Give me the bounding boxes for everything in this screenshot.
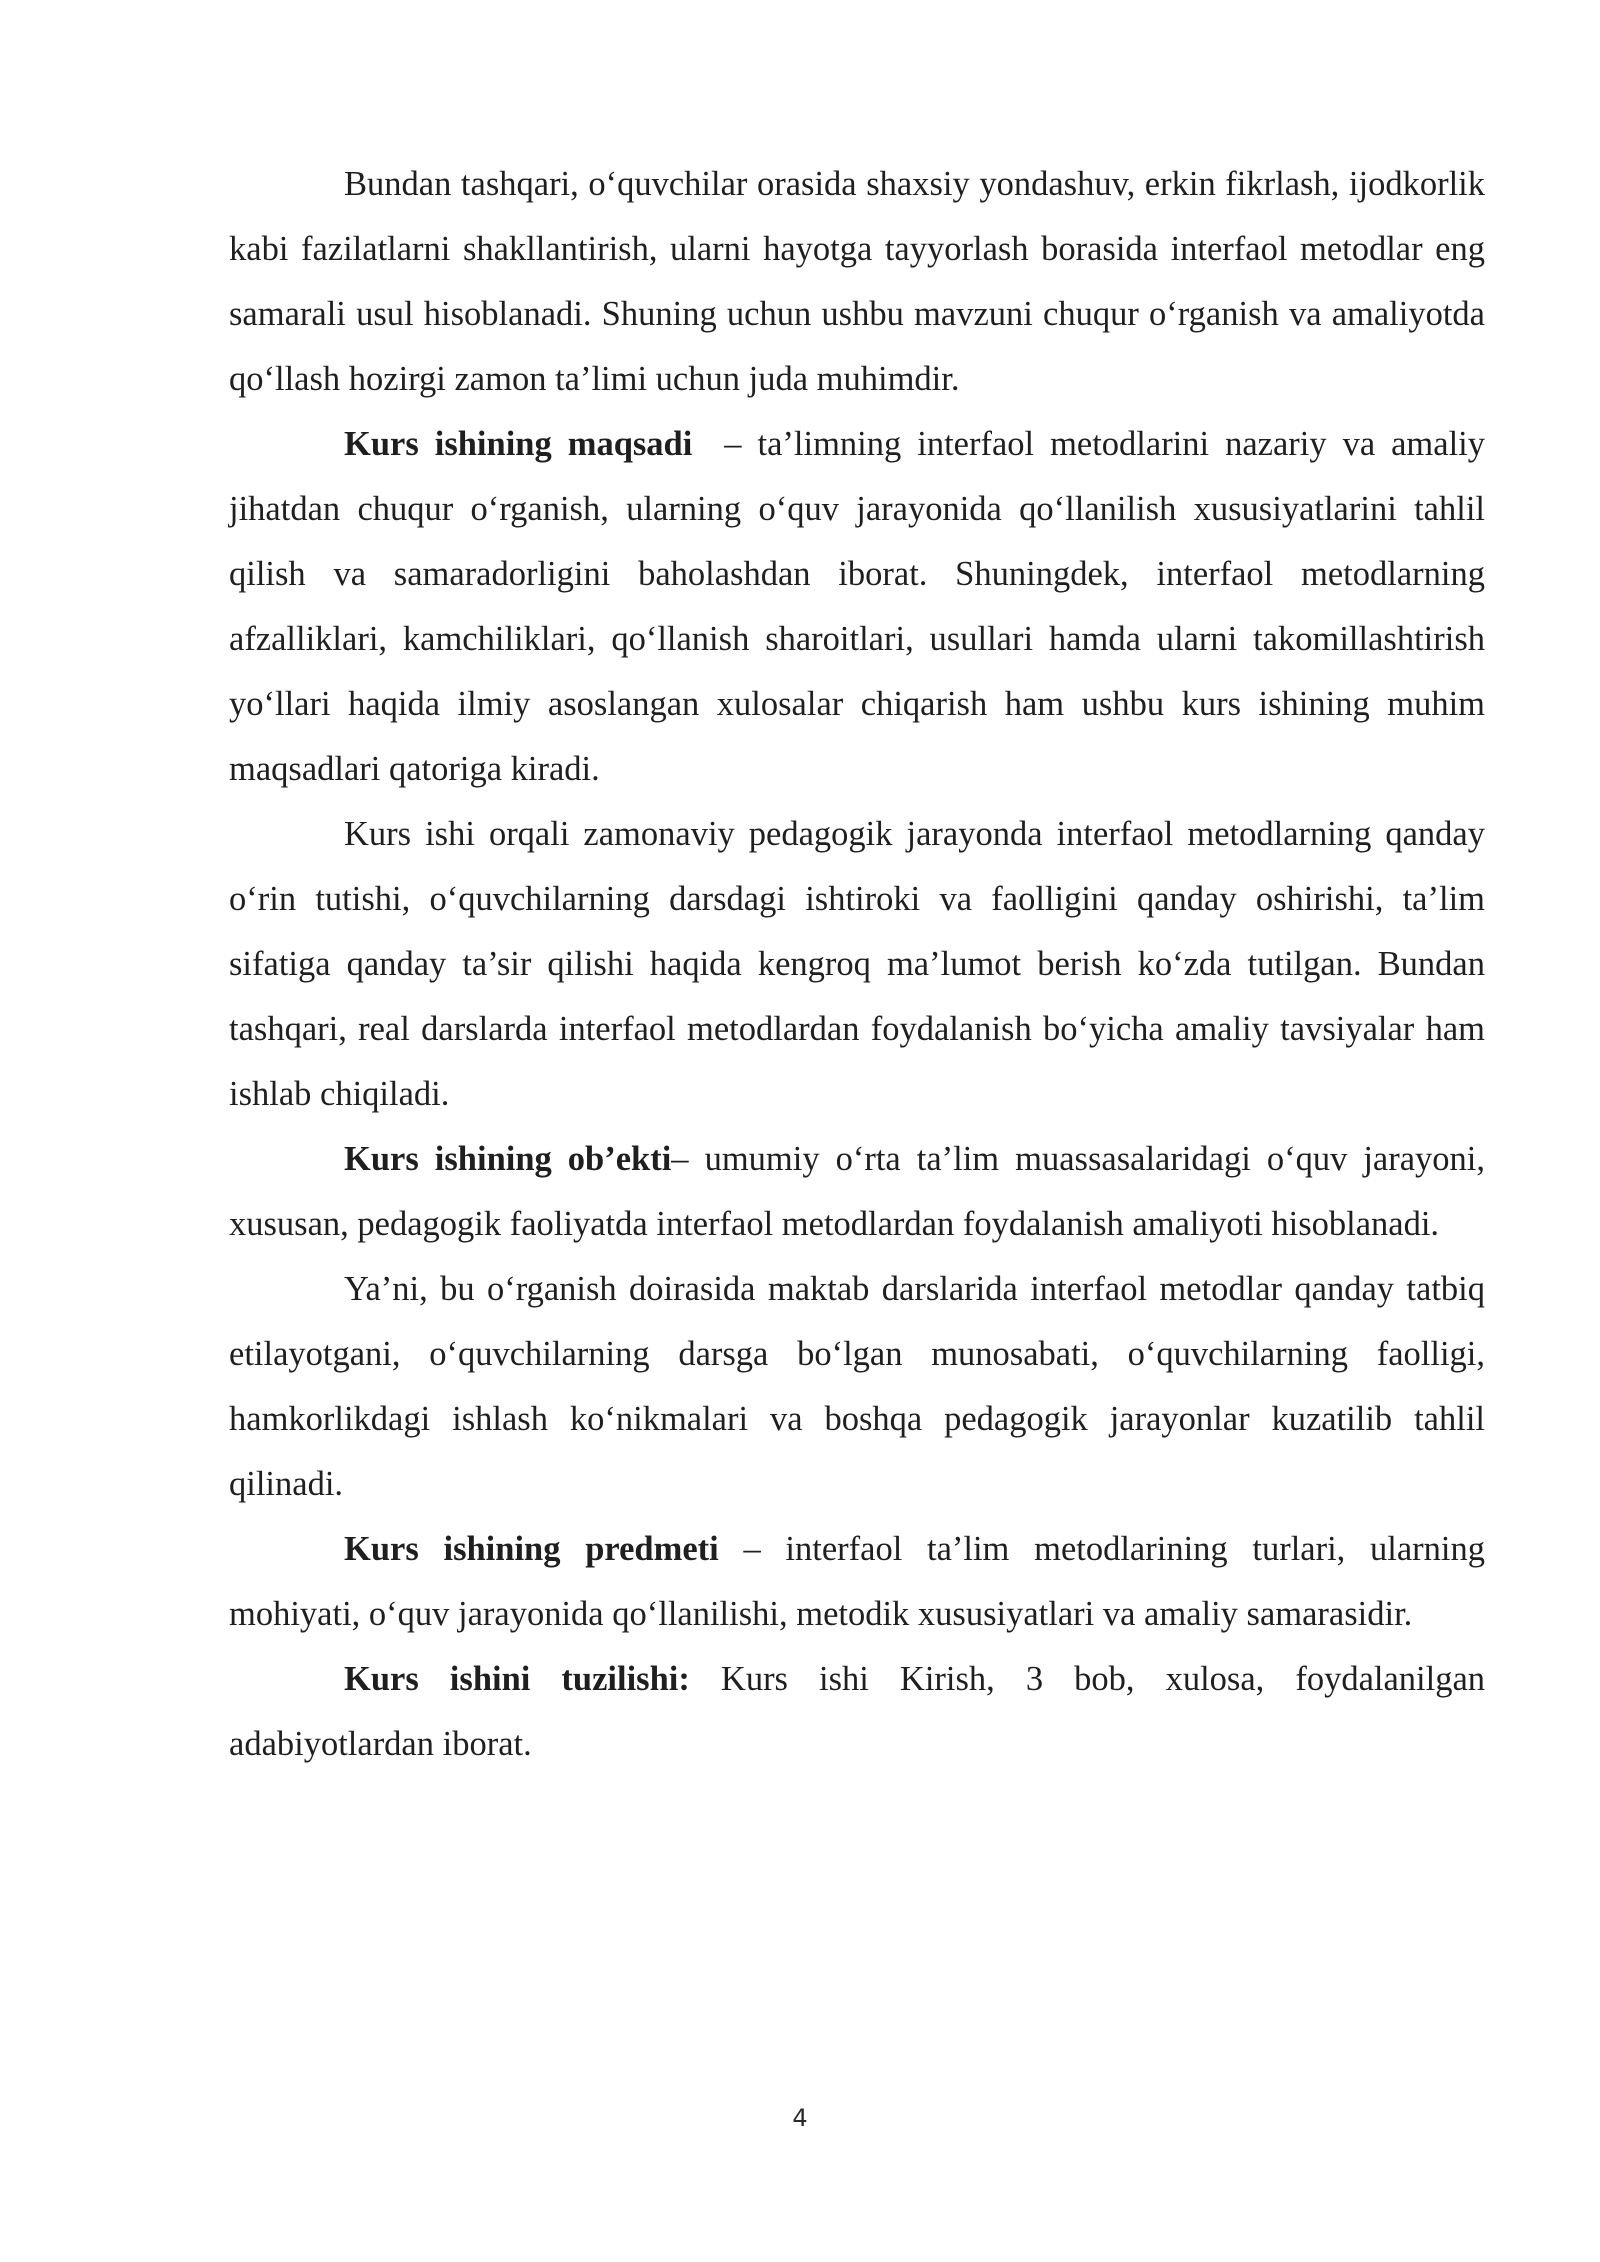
- paragraph-course-subject: [229, 1517, 1485, 1647]
- paragraph-text: – ta’limning interfaol metodlarini nazariy va amaliy jihatdan chuqur o‘rganish, ularning o‘quv jarayonida qo‘llanilish xususiyatlarini tahlil qilish va samaradorligini baholashdan iborat. Shuningdek, interfaol metodlarning afzalliklari, kamchiliklari, qo‘llanish sharoitlari, usullari hamda ularni takomillashtirish yo‘llari haqida ilmiy asoslangan xulosalar chiqarish ham ushbu kurs ishining muhim maqsadlari qatoriga kiradi.: [229, 425, 1494, 788]
- paragraph-term: Kurs ishining ob’ekti: [344, 1140, 672, 1178]
- paragraph-course-scope: [229, 802, 1485, 1127]
- paragraph-intro-continuation: [229, 152, 1485, 412]
- body-text: [229, 152, 1494, 1777]
- paragraph-course-object: [229, 1127, 1485, 1257]
- paragraph-course-structure: [229, 1647, 1485, 1777]
- paragraph-course-goal: [229, 412, 1494, 802]
- paragraph-term: Kurs ishining maqsadi: [344, 425, 693, 463]
- paragraph-text: – umumiy o‘rta ta’lim muassasalaridagi o‘quv jarayoni, xususan, pedagogik faoliyatda interfaol metodlardan foydalanish amaliyoti hisoblanadi.: [229, 1140, 1485, 1243]
- paragraph-text: Ya’ni, bu o‘rganish doirasida maktab darslarida interfaol metodlar qanday tatbiq etilayotgani, o‘quvchilarning darsga bo‘lgan munosabati, o‘quvchilarning faolligi, hamkorlikdagi ishlash ko‘nikmalari va boshqa pedagogik jarayonlar kuzatilib tahlil qilinadi.: [229, 1270, 1485, 1503]
- paragraph-term: Kurs ishining predmeti: [344, 1530, 719, 1568]
- paragraph-text: Kurs ishi Kirish, 3 bob, xulosa, foydalanilgan adabiyotlardan iborat.: [229, 1660, 1486, 1763]
- paragraph-text: – interfaol ta’lim metodlarining turlari, ularning mohiyati, o‘quv jarayonida qo‘llanilishi, metodik xususiyatlari va amaliy samarasidir.: [229, 1530, 1486, 1633]
- paragraph-text: Kurs ishi orqali zamonaviy pedagogik jarayonda interfaol metodlarning qanday o‘rin tutishi, o‘quvchilarning darsdagi ishtiroki va faolligini qanday oshirishi, ta’lim sifatiga qanday ta’sir qilishi haqida kengroq ma’lumot berish ko‘zda tutilgan. Bundan tashqari, real darslarda interfaol metodlardan foydalanish bo‘yicha amaliy tavsiyalar ham ishlab chiqiladi.: [229, 815, 1485, 1113]
- paragraph-term: Kurs ishini tuzilishi:: [344, 1660, 690, 1698]
- paragraph-text: Bundan tashqari, o‘quvchilar orasida shaxsiy yondashuv, erkin fikrlash, ijodkorlik kabi fazilatlarni shakllantirish, ularni hayotga tayyorlash borasida interfaol metodlar eng samarali usul hisoblanadi. Shuning uchun ushbu mavzuni chuqur o‘rganish va amaliyotda qo‘llash hozirgi zamon ta’limi uchun juda muhimdir.: [229, 165, 1485, 398]
- page-number: 4: [792, 2104, 808, 2132]
- paragraph-object-details: [229, 1257, 1485, 1517]
